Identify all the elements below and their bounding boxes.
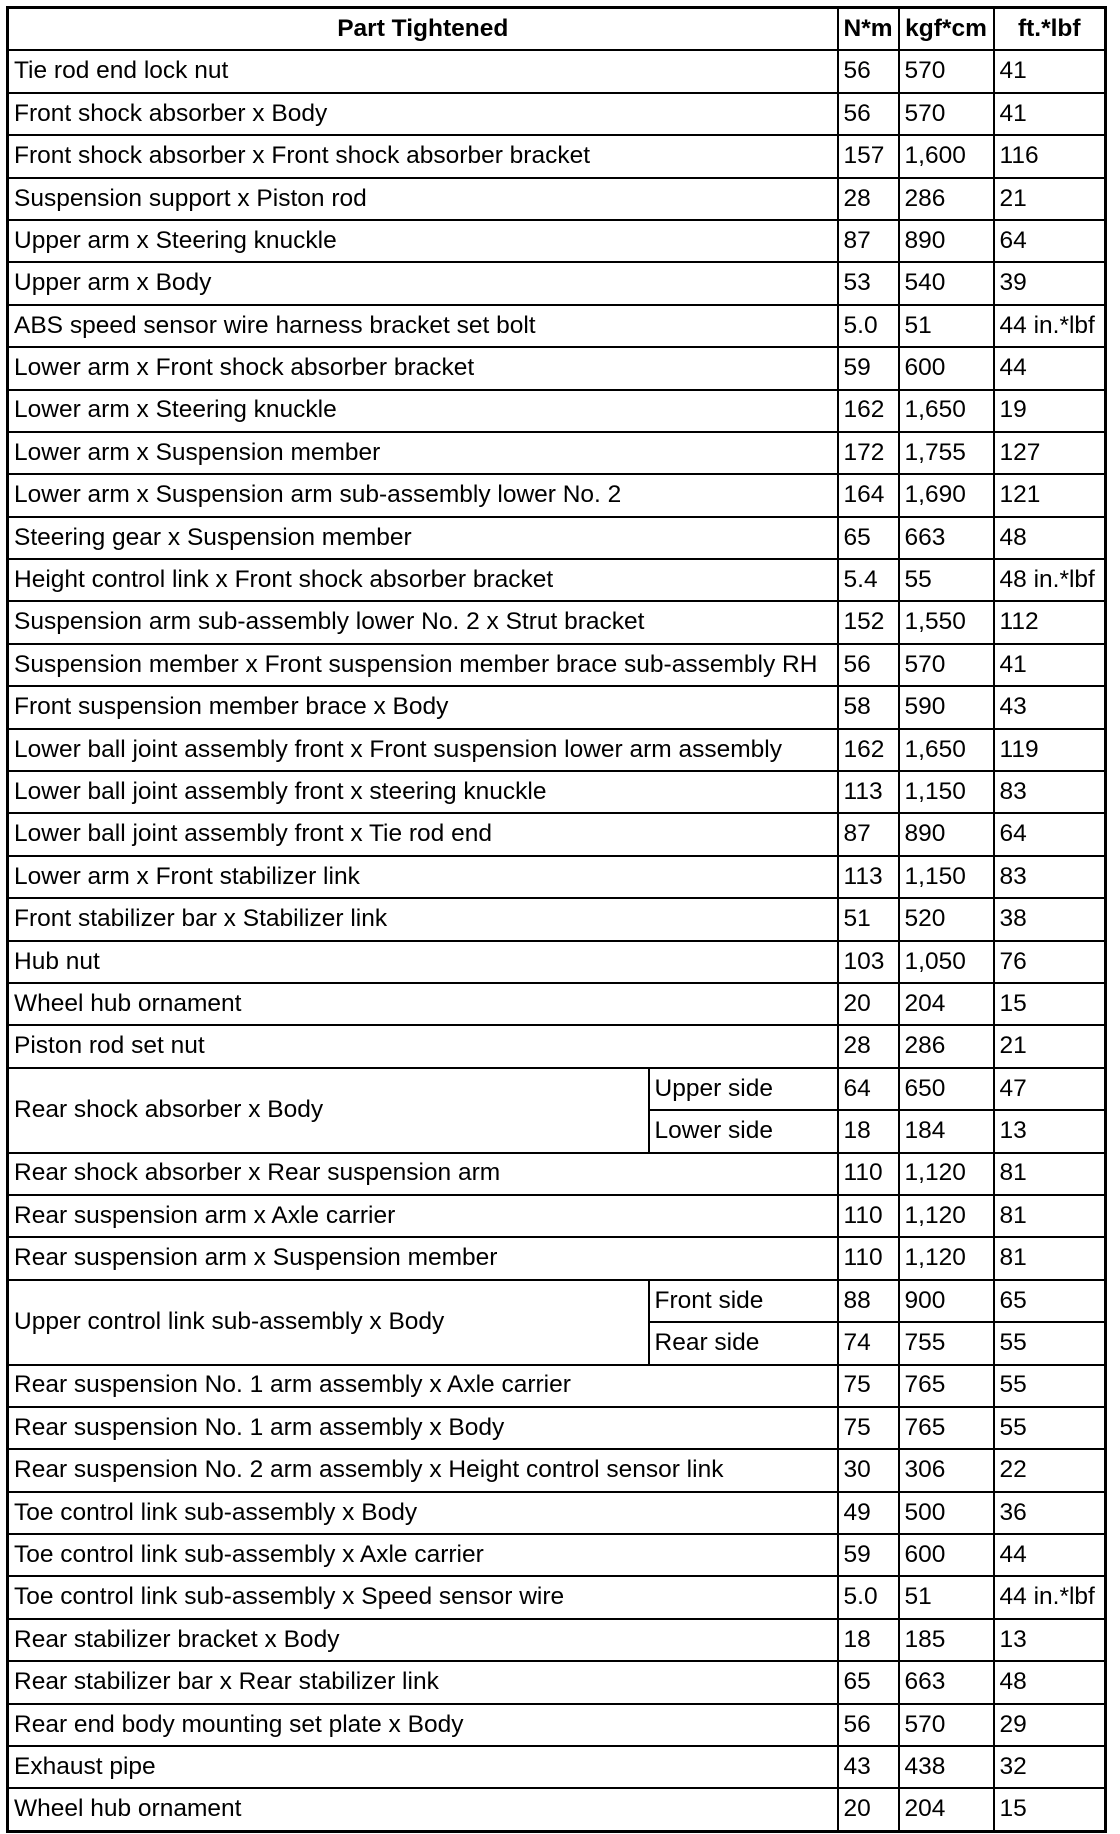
header-part-tightened: Part Tightened [8, 8, 838, 51]
part-cell: Rear suspension No. 2 arm assembly x Height control sensor link [8, 1449, 838, 1491]
kgfcm-cell: 765 [899, 1365, 994, 1407]
table-row [8, 1153, 1106, 1195]
nm-cell: 20 [838, 1788, 899, 1831]
ftlbf-cell: 55 [994, 1407, 1106, 1449]
torque-spec-table [6, 6, 1107, 1833]
table-row [8, 559, 1106, 601]
ftlbf-cell: 43 [994, 686, 1106, 728]
table-row [8, 50, 1106, 92]
table-row [8, 1407, 1106, 1449]
nm-cell: 56 [838, 1704, 899, 1746]
kgfcm-cell: 1,150 [899, 856, 994, 898]
nm-cell: 65 [838, 1661, 899, 1703]
kgfcm-cell: 600 [899, 347, 994, 389]
part-cell: Suspension support x Piston rod [8, 178, 838, 220]
table-row [8, 729, 1106, 771]
nm-cell: 103 [838, 941, 899, 983]
kgfcm-cell: 663 [899, 517, 994, 559]
part-cell: Tie rod end lock nut [8, 50, 838, 92]
ftlbf-cell: 64 [994, 220, 1106, 262]
table-row [8, 1492, 1106, 1534]
table-row [8, 1788, 1106, 1831]
part-cell: Lower arm x Front stabilizer link [8, 856, 838, 898]
table-row [8, 1704, 1106, 1746]
part-cell: Upper arm x Body [8, 262, 838, 304]
ftlbf-cell: 15 [994, 1788, 1106, 1831]
sub-condition-cell: Lower side [649, 1110, 838, 1152]
kgfcm-cell: 1,755 [899, 432, 994, 474]
kgfcm-cell: 500 [899, 1492, 994, 1534]
nm-cell: 65 [838, 517, 899, 559]
kgfcm-cell: 570 [899, 50, 994, 92]
table-row [8, 1280, 1106, 1322]
kgfcm-cell: 184 [899, 1110, 994, 1152]
table-row [8, 1365, 1106, 1407]
ftlbf-cell: 116 [994, 135, 1106, 177]
kgfcm-cell: 650 [899, 1068, 994, 1110]
table-row [8, 1195, 1106, 1237]
nm-cell: 20 [838, 983, 899, 1025]
table-row [8, 432, 1106, 474]
sub-condition-cell: Upper side [649, 1068, 838, 1110]
ftlbf-cell: 76 [994, 941, 1106, 983]
nm-cell: 87 [838, 813, 899, 855]
ftlbf-cell: 64 [994, 813, 1106, 855]
kgfcm-cell: 600 [899, 1534, 994, 1576]
ftlbf-cell: 81 [994, 1237, 1106, 1279]
part-cell: Steering gear x Suspension member [8, 517, 838, 559]
nm-cell: 162 [838, 729, 899, 771]
kgfcm-cell: 890 [899, 220, 994, 262]
part-cell: Lower arm x Suspension arm sub-assembly lower No. 2 [8, 474, 838, 516]
ftlbf-cell: 81 [994, 1195, 1106, 1237]
nm-cell: 5.0 [838, 305, 899, 347]
table-row [8, 1068, 1106, 1110]
kgfcm-cell: 1,550 [899, 601, 994, 643]
ftlbf-cell: 22 [994, 1449, 1106, 1491]
table-row [8, 1661, 1106, 1703]
nm-cell: 110 [838, 1195, 899, 1237]
nm-cell: 53 [838, 262, 899, 304]
table-row [8, 1025, 1106, 1067]
ftlbf-cell: 44 [994, 347, 1106, 389]
table-row [8, 1576, 1106, 1618]
table-row [8, 898, 1106, 940]
ftlbf-cell: 41 [994, 644, 1106, 686]
nm-cell: 110 [838, 1237, 899, 1279]
ftlbf-cell: 81 [994, 1153, 1106, 1195]
table-row [8, 178, 1106, 220]
ftlbf-cell: 44 in.*lbf [994, 305, 1106, 347]
kgfcm-cell: 540 [899, 262, 994, 304]
table-row [8, 1534, 1106, 1576]
nm-cell: 59 [838, 347, 899, 389]
part-cell: Height control link x Front shock absorber bracket [8, 559, 838, 601]
nm-cell: 30 [838, 1449, 899, 1491]
ftlbf-cell: 13 [994, 1619, 1106, 1661]
ftlbf-cell: 41 [994, 50, 1106, 92]
nm-cell: 162 [838, 390, 899, 432]
nm-cell: 64 [838, 1068, 899, 1110]
table-body [8, 50, 1106, 1831]
kgfcm-cell: 890 [899, 813, 994, 855]
kgfcm-cell: 306 [899, 1449, 994, 1491]
ftlbf-cell: 21 [994, 178, 1106, 220]
nm-cell: 87 [838, 220, 899, 262]
ftlbf-cell: 36 [994, 1492, 1106, 1534]
ftlbf-cell: 38 [994, 898, 1106, 940]
kgfcm-cell: 1,600 [899, 135, 994, 177]
table-row [8, 601, 1106, 643]
part-cell: Toe control link sub-assembly x Body [8, 1492, 838, 1534]
kgfcm-cell: 570 [899, 1704, 994, 1746]
kgfcm-cell: 55 [899, 559, 994, 601]
kgfcm-cell: 204 [899, 983, 994, 1025]
ftlbf-cell: 44 in.*lbf [994, 1576, 1106, 1618]
kgfcm-cell: 1,120 [899, 1195, 994, 1237]
kgfcm-cell: 900 [899, 1280, 994, 1322]
ftlbf-cell: 19 [994, 390, 1106, 432]
table-row [8, 93, 1106, 135]
ftlbf-cell: 121 [994, 474, 1106, 516]
part-cell: Upper arm x Steering knuckle [8, 220, 838, 262]
kgfcm-cell: 1,050 [899, 941, 994, 983]
nm-cell: 75 [838, 1365, 899, 1407]
part-cell: Wheel hub ornament [8, 983, 838, 1025]
table-row [8, 686, 1106, 728]
kgfcm-cell: 438 [899, 1746, 994, 1788]
part-cell: ABS speed sensor wire harness bracket set bolt [8, 305, 838, 347]
table-row [8, 262, 1106, 304]
part-cell: Lower arm x Steering knuckle [8, 390, 838, 432]
ftlbf-cell: 47 [994, 1068, 1106, 1110]
nm-cell: 56 [838, 93, 899, 135]
table-row [8, 1449, 1106, 1491]
kgfcm-cell: 1,650 [899, 390, 994, 432]
nm-cell: 51 [838, 898, 899, 940]
ftlbf-cell: 48 [994, 1661, 1106, 1703]
kgfcm-cell: 286 [899, 178, 994, 220]
part-cell: Rear shock absorber x Rear suspension arm [8, 1153, 838, 1195]
nm-cell: 164 [838, 474, 899, 516]
kgfcm-cell: 570 [899, 93, 994, 135]
table-row [8, 1619, 1106, 1661]
table-row [8, 347, 1106, 389]
ftlbf-cell: 41 [994, 93, 1106, 135]
kgfcm-cell: 1,150 [899, 771, 994, 813]
header-nm: N*m [838, 8, 899, 51]
table-row [8, 517, 1106, 559]
table-row [8, 771, 1106, 813]
table-row [8, 305, 1106, 347]
nm-cell: 157 [838, 135, 899, 177]
part-cell: Rear suspension No. 1 arm assembly x Body [8, 1407, 838, 1449]
nm-cell: 56 [838, 644, 899, 686]
part-cell: Rear stabilizer bar x Rear stabilizer link [8, 1661, 838, 1703]
part-cell: Rear suspension arm x Suspension member [8, 1237, 838, 1279]
kgfcm-cell: 204 [899, 1788, 994, 1831]
table-row [8, 941, 1106, 983]
nm-cell: 113 [838, 856, 899, 898]
part-cell: Lower arm x Front shock absorber bracket [8, 347, 838, 389]
part-cell: Lower ball joint assembly front x steering knuckle [8, 771, 838, 813]
nm-cell: 5.0 [838, 1576, 899, 1618]
nm-cell: 58 [838, 686, 899, 728]
header-ftlbf: ft.*lbf [994, 8, 1106, 51]
part-cell: Suspension member x Front suspension member brace sub-assembly RH [8, 644, 838, 686]
ftlbf-cell: 119 [994, 729, 1106, 771]
table-row [8, 813, 1106, 855]
kgfcm-cell: 51 [899, 305, 994, 347]
nm-cell: 172 [838, 432, 899, 474]
ftlbf-cell: 112 [994, 601, 1106, 643]
table-row [8, 474, 1106, 516]
kgfcm-cell: 1,650 [899, 729, 994, 771]
ftlbf-cell: 83 [994, 771, 1106, 813]
part-cell: Front suspension member brace x Body [8, 686, 838, 728]
nm-cell: 59 [838, 1534, 899, 1576]
nm-cell: 75 [838, 1407, 899, 1449]
kgfcm-cell: 590 [899, 686, 994, 728]
table-row [8, 135, 1106, 177]
part-cell: Front shock absorber x Front shock absorber bracket [8, 135, 838, 177]
part-cell: Front shock absorber x Body [8, 93, 838, 135]
ftlbf-cell: 55 [994, 1365, 1106, 1407]
part-cell: Lower arm x Suspension member [8, 432, 838, 474]
part-cell: Rear suspension No. 1 arm assembly x Axle carrier [8, 1365, 838, 1407]
table-row [8, 1237, 1106, 1279]
nm-cell: 43 [838, 1746, 899, 1788]
kgfcm-cell: 663 [899, 1661, 994, 1703]
part-cell: Rear shock absorber x Body [8, 1068, 649, 1153]
nm-cell: 5.4 [838, 559, 899, 601]
nm-cell: 113 [838, 771, 899, 813]
nm-cell: 18 [838, 1619, 899, 1661]
sub-condition-cell: Front side [649, 1280, 838, 1322]
nm-cell: 28 [838, 1025, 899, 1067]
kgfcm-cell: 520 [899, 898, 994, 940]
ftlbf-cell: 29 [994, 1704, 1106, 1746]
kgfcm-cell: 570 [899, 644, 994, 686]
ftlbf-cell: 15 [994, 983, 1106, 1025]
nm-cell: 49 [838, 1492, 899, 1534]
kgfcm-cell: 185 [899, 1619, 994, 1661]
ftlbf-cell: 48 [994, 517, 1106, 559]
part-cell: Rear end body mounting set plate x Body [8, 1704, 838, 1746]
ftlbf-cell: 13 [994, 1110, 1106, 1152]
nm-cell: 74 [838, 1322, 899, 1364]
nm-cell: 152 [838, 601, 899, 643]
part-cell: Exhaust pipe [8, 1746, 838, 1788]
ftlbf-cell: 55 [994, 1322, 1106, 1364]
ftlbf-cell: 21 [994, 1025, 1106, 1067]
part-cell: Front stabilizer bar x Stabilizer link [8, 898, 838, 940]
table-row [8, 983, 1106, 1025]
sub-condition-cell: Rear side [649, 1322, 838, 1364]
ftlbf-cell: 39 [994, 262, 1106, 304]
ftlbf-cell: 83 [994, 856, 1106, 898]
table-row [8, 856, 1106, 898]
part-cell: Lower ball joint assembly front x Front suspension lower arm assembly [8, 729, 838, 771]
ftlbf-cell: 48 in.*lbf [994, 559, 1106, 601]
part-cell: Rear stabilizer bracket x Body [8, 1619, 838, 1661]
nm-cell: 110 [838, 1153, 899, 1195]
kgfcm-cell: 1,690 [899, 474, 994, 516]
kgfcm-cell: 1,120 [899, 1153, 994, 1195]
part-cell: Piston rod set nut [8, 1025, 838, 1067]
nm-cell: 18 [838, 1110, 899, 1152]
part-cell: Lower ball joint assembly front x Tie rod end [8, 813, 838, 855]
kgfcm-cell: 286 [899, 1025, 994, 1067]
part-cell: Upper control link sub-assembly x Body [8, 1280, 649, 1365]
table-row [8, 390, 1106, 432]
kgfcm-cell: 755 [899, 1322, 994, 1364]
table-row [8, 220, 1106, 262]
part-cell: Rear suspension arm x Axle carrier [8, 1195, 838, 1237]
nm-cell: 88 [838, 1280, 899, 1322]
part-cell: Hub nut [8, 941, 838, 983]
ftlbf-cell: 127 [994, 432, 1106, 474]
table-row [8, 644, 1106, 686]
part-cell: Toe control link sub-assembly x Speed sensor wire [8, 1576, 838, 1618]
ftlbf-cell: 32 [994, 1746, 1106, 1788]
header-kgfcm: kgf*cm [899, 8, 994, 51]
ftlbf-cell: 44 [994, 1534, 1106, 1576]
ftlbf-cell: 65 [994, 1280, 1106, 1322]
kgfcm-cell: 51 [899, 1576, 994, 1618]
header-row [8, 8, 1106, 51]
part-cell: Toe control link sub-assembly x Axle carrier [8, 1534, 838, 1576]
nm-cell: 56 [838, 50, 899, 92]
table-row [8, 1746, 1106, 1788]
kgfcm-cell: 1,120 [899, 1237, 994, 1279]
part-cell: Wheel hub ornament [8, 1788, 838, 1831]
nm-cell: 28 [838, 178, 899, 220]
part-cell: Suspension arm sub-assembly lower No. 2 x Strut bracket [8, 601, 838, 643]
kgfcm-cell: 765 [899, 1407, 994, 1449]
